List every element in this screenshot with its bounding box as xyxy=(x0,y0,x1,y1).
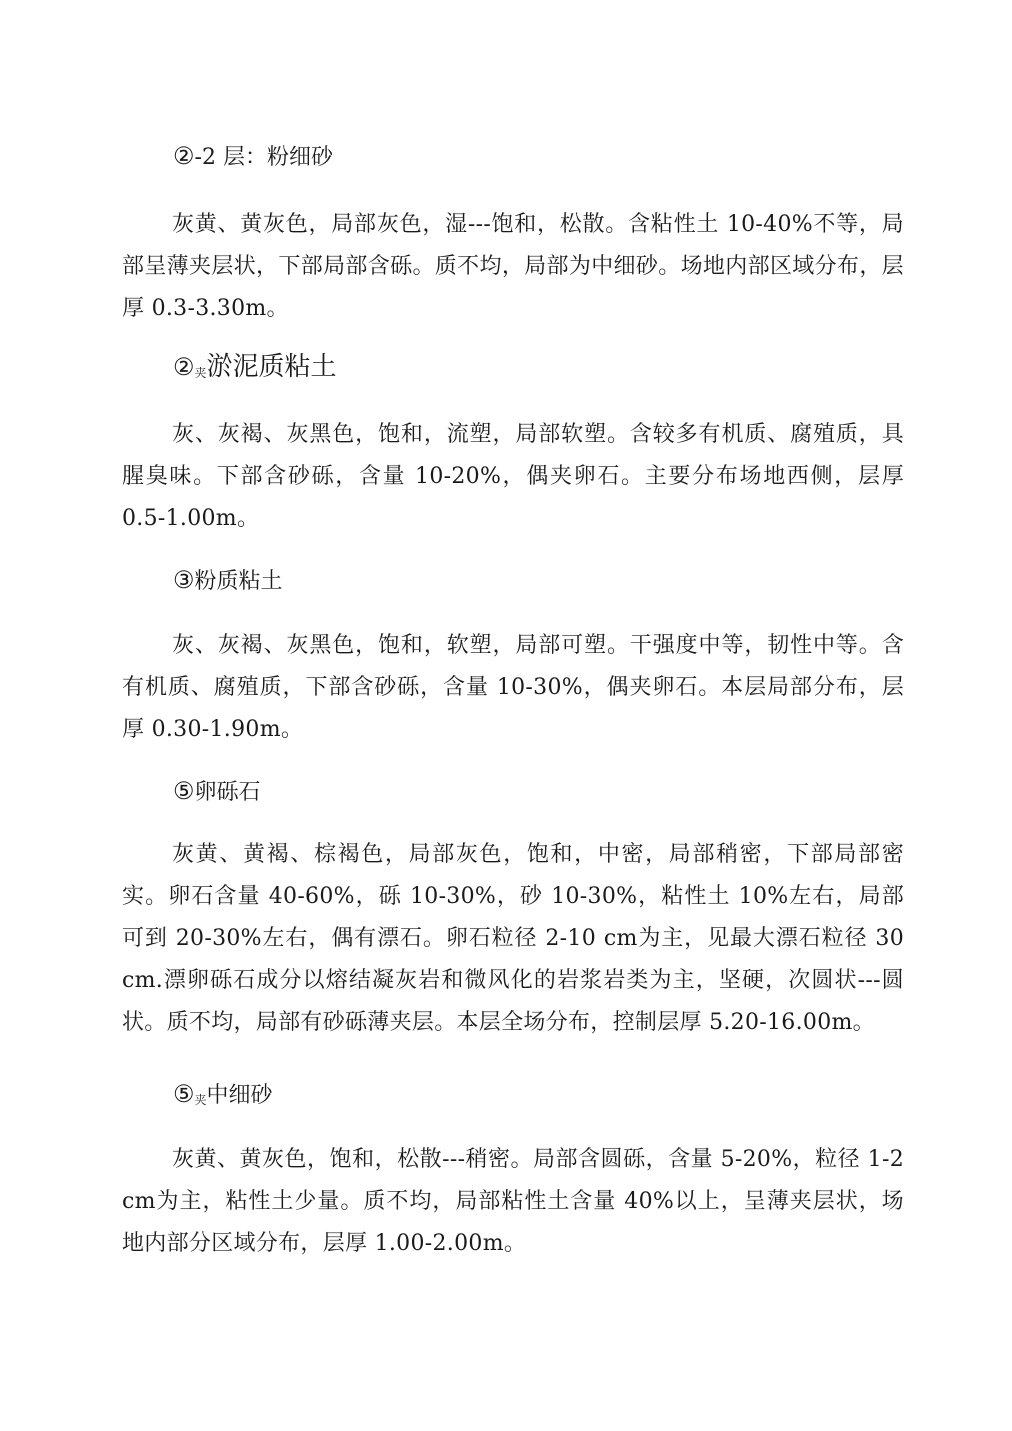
layer-description: 灰黄、黄灰色，饱和，松散---稍密。局部含圆砾，含量 5-20%，粒径 1-2 cm为主，粘性土少量。质不均，局部粘性土含量 40%以上，呈薄夹层状，场地内部分区域分布，层厚 1.00-2.00m。 xyxy=(122,1147,904,1256)
layer-description: 灰黄、黄褐、棕褐色，局部灰色，饱和，中密，局部稍密，下部局部密实。卵石含量 40-60%，砾 10-30%，砂 10-30%，粘性土 10%左右，局部可到 20-30%左右，偶有漂石。卵石粒径 2-10 cm为主，见最大漂石粒径 30 cm.漂卵砾石成分以熔结凝灰岩和微风化的岩浆岩类为主，坚硬，次圆状---圆状。质不均，局部有砂砾薄夹层。本层全场分布，控制层厚 5.20-16.00m。 xyxy=(122,842,904,1035)
layer-description-block xyxy=(122,414,904,540)
layer-number: ⑤ xyxy=(173,1080,195,1108)
layer-description: 灰、灰褐、灰黑色，饱和，软塑，局部可塑。干强度中等，韧性中等。含有机质、腐殖质，下部含砂砾，含量 10-30%，偶夹卵石。本层局部分布，层厚 0.30-1.90m。 xyxy=(122,633,904,742)
layer-number: ② xyxy=(173,142,195,170)
layer-heading xyxy=(173,565,283,601)
layer-heading xyxy=(173,776,261,812)
layer-heading xyxy=(173,352,337,388)
layer-subscript: 夹 xyxy=(194,366,207,380)
layer-name: -2 层：粉细砂 xyxy=(194,145,333,170)
layer-description-block xyxy=(122,834,904,1044)
layer-description-block xyxy=(122,204,904,330)
layer-name: 卵砾石 xyxy=(194,780,261,805)
layer-heading xyxy=(173,141,333,177)
layer-subscript: 夹 xyxy=(194,1093,207,1107)
layer-name: 中细砂 xyxy=(206,1083,273,1108)
layer-description-block xyxy=(122,1139,904,1265)
layer-description-block xyxy=(122,625,904,751)
layer-description: 灰黄、黄灰色，局部灰色，湿---饱和，松散。含粘性土 10-40%不等，局部呈薄夹层状，下部局部含砾。质不均，局部为中细砂。场地内部区域分布，层厚 0.3-3.30m。 xyxy=(122,212,904,321)
layer-number: ③ xyxy=(173,566,195,594)
layer-number: ② xyxy=(173,353,195,381)
layer-heading xyxy=(173,1079,273,1115)
layer-name: 淤泥质粘土 xyxy=(206,352,337,382)
layer-name: 粉质粘土 xyxy=(194,569,283,594)
layer-number: ⑤ xyxy=(173,777,195,805)
layer-description: 灰、灰褐、灰黑色，饱和，流塑，局部软塑。含较多有机质、腐殖质，具腥臭味。下部含砂砾，含量 10-20%，偶夹卵石。主要分布场地西侧，层厚 0.5-1.00m。 xyxy=(122,422,904,531)
